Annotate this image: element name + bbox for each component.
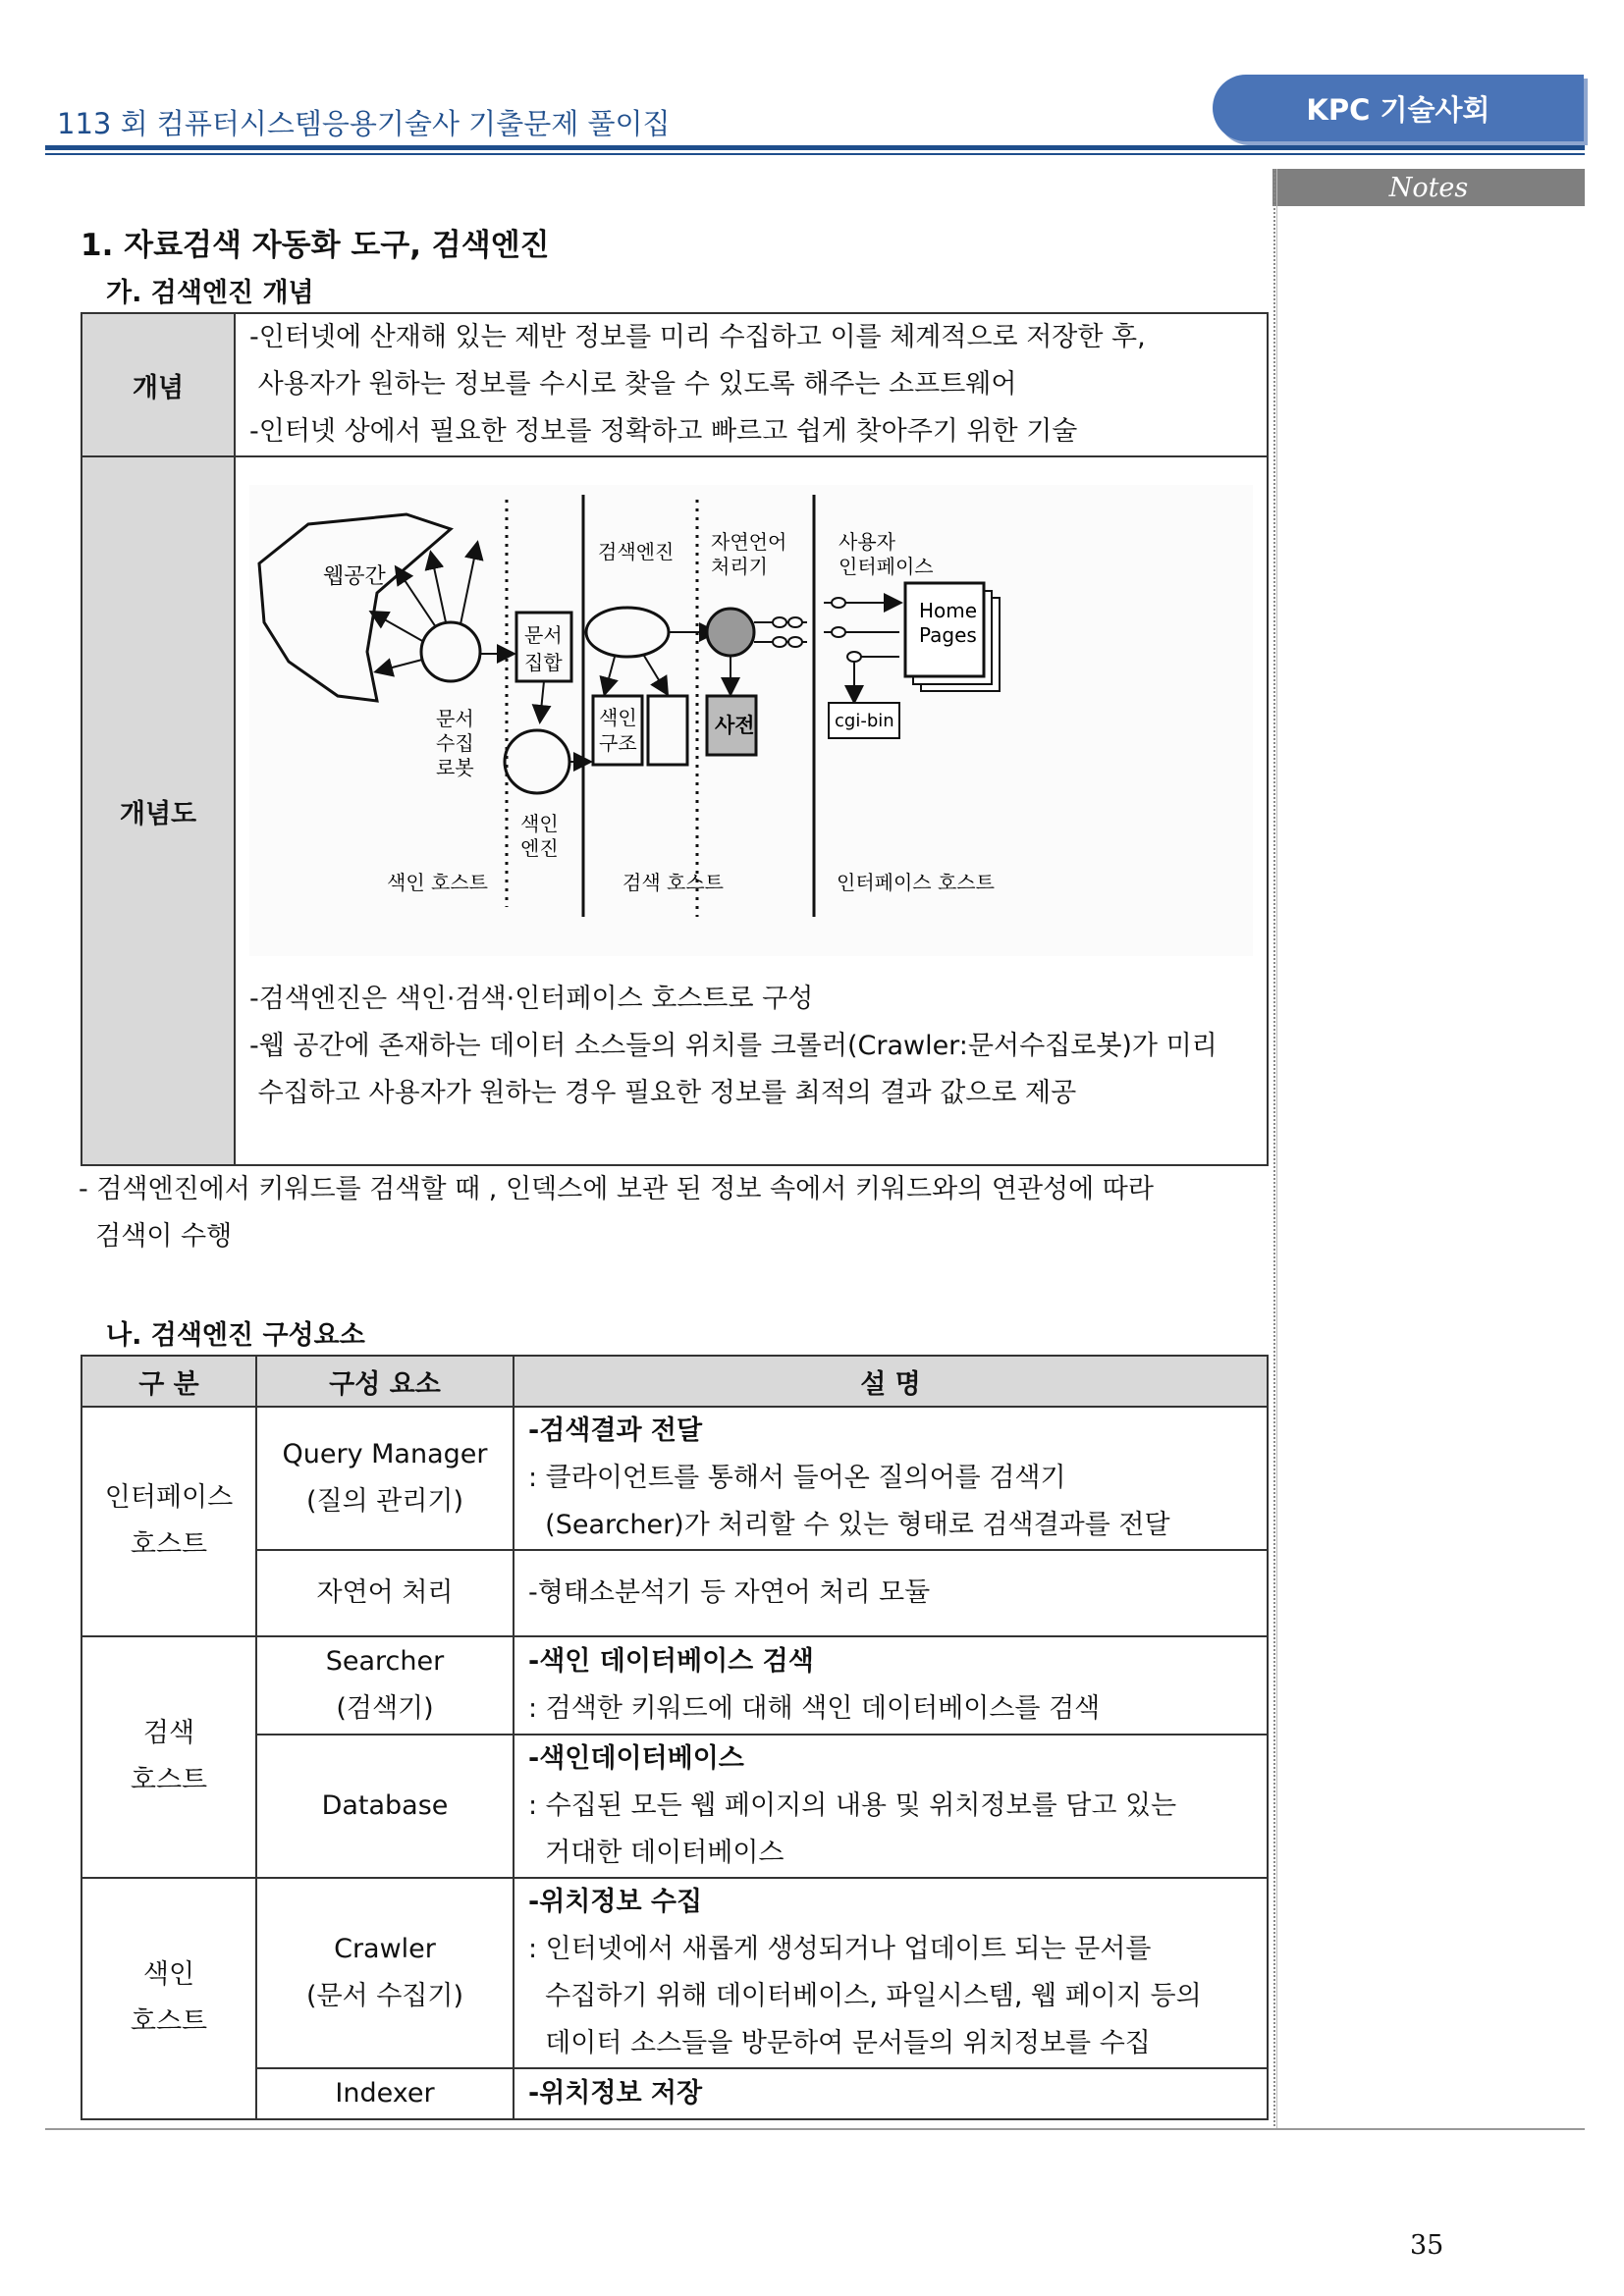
- home-pages-text: Home: [919, 599, 978, 622]
- nlp-circle: [707, 609, 754, 656]
- diagram-cell: [235, 456, 1268, 1165]
- desc-line: : 인터넷에서 새롭게 생성되거나 업데이트 되는 문서를: [528, 1934, 1152, 1964]
- index-engine-text: 색인: [520, 812, 559, 835]
- notes-divider-solid: [1276, 169, 1277, 2130]
- desc-title: -검색결과 전달: [528, 1415, 703, 1446]
- component-name: Crawler: [334, 1934, 436, 1964]
- concept-label: 개념: [81, 313, 235, 456]
- description-cell: [514, 1407, 1268, 1550]
- desc-title: -색인데이터베이스: [528, 1743, 744, 1774]
- description-cell: -형태소분석기 등 자연어 처리 모듈: [514, 1550, 1268, 1636]
- group-text: 인터페이스: [104, 1482, 234, 1513]
- subsection-b-title: 나. 검색엔진 구성요소: [106, 1320, 365, 1351]
- note-line: 검색이 수행: [79, 1221, 233, 1252]
- desc-title: -위치정보 수집: [528, 1887, 703, 1917]
- search-note: [79, 1166, 1257, 1260]
- connector-node: [773, 617, 786, 627]
- host-label: 검색 호스트: [623, 871, 724, 894]
- group-text: 호스트: [130, 1765, 208, 1795]
- desc-line: 데이터 소스들을 방문하여 문서들의 위치정보를 수집: [528, 2028, 1151, 2058]
- concept-line: -인터넷에 산재해 있는 제반 정보를 미리 수집하고 이를 체계적으로 저장한 후,: [249, 322, 1146, 352]
- group-text: 호스트: [130, 1529, 208, 1560]
- connector-node: [788, 617, 802, 627]
- note-line: - 검색엔진에서 키워드를 검색할 때 , 인덱스에 보관 된 정보 속에서 키워드와의 연관성에 따라: [79, 1174, 1154, 1204]
- web-space-text: 웹공간: [323, 564, 386, 589]
- description-cell: [514, 1735, 1268, 1878]
- notes-divider: [1273, 169, 1275, 2130]
- index-engine-text: 엔진: [520, 836, 559, 860]
- header-title: 113 회 컴퓨터시스템응용기술사 기출문제 풀이집: [57, 107, 671, 140]
- concept-line: -인터넷 상에서 필요한 정보를 정확하고 빠르고 쉽게 찾아주기 위한 기술: [249, 416, 1078, 447]
- desc-title: -색인 데이터베이스 검색: [528, 1646, 814, 1677]
- header-rule-thin: [45, 153, 1585, 155]
- diagram-line: -검색엔진은 색인·검색·인터페이스 호스트로 구성: [249, 984, 814, 1014]
- connector-node: [832, 627, 845, 637]
- connector-node: [847, 652, 861, 662]
- notes-label: Notes: [1272, 169, 1585, 206]
- index-structure-text: 구조: [599, 731, 637, 755]
- user-if-text: 사용자: [839, 530, 895, 554]
- group-interface-host: [81, 1407, 256, 1636]
- kpc-badge: KPC 기술사회: [1213, 75, 1584, 141]
- search-engine-diagram: [249, 485, 1253, 956]
- host-label: 색인 호스트: [387, 871, 488, 894]
- group-index-host: [81, 1878, 256, 2119]
- component-name: Searcher: [325, 1646, 445, 1677]
- concept-cell: [235, 313, 1268, 456]
- group-text: 호스트: [130, 2006, 208, 2037]
- desc-line: : 클라이언트를 통해서 들어온 질의어를 검색기: [528, 1463, 1066, 1493]
- header-rule: [45, 145, 1585, 150]
- subsection-a-title: 가. 검색엔진 개념: [106, 278, 314, 308]
- connector-node: [788, 637, 802, 647]
- section-title: 1. 자료검색 자동화 도구, 검색엔진: [81, 228, 550, 263]
- group-text: 검색: [142, 1718, 195, 1748]
- diagram-line: -웹 공간에 존재하는 데이터 소스들의 위치를 크롤러(Crawler:문서수집로봇)가 미리: [249, 1031, 1218, 1061]
- robot-text: 문서: [436, 707, 474, 730]
- connector-node: [773, 637, 786, 647]
- footer-rule: [45, 2128, 1585, 2130]
- group-text: 색인: [142, 1959, 195, 1990]
- index-structure-text: 색인: [599, 706, 637, 729]
- diagram-label: 개념도: [81, 456, 235, 1165]
- component-name: (질의 관리기): [305, 1486, 464, 1517]
- col-header: 구성 요소: [256, 1356, 514, 1407]
- doc-collection-text: 집합: [524, 651, 563, 674]
- host-label: 인터페이스 호스트: [837, 871, 995, 894]
- robot-text: 로봇: [436, 756, 474, 779]
- concept-table: [81, 312, 1269, 1166]
- home-pages-text: Pages: [919, 623, 977, 647]
- cgi-bin-text: cgi-bin: [835, 711, 894, 731]
- component-cell: [256, 1878, 514, 2068]
- description-cell: [514, 1878, 1268, 2068]
- nlp-text: 자연언어: [711, 530, 787, 554]
- group-search-host: [81, 1636, 256, 1878]
- page-number: 35: [1410, 2230, 1444, 2261]
- component-cell: 자연어 처리: [256, 1550, 514, 1636]
- user-if-text: 인터페이스: [839, 555, 934, 578]
- concept-line: 사용자가 원하는 정보를 수시로 찾을 수 있도록 해주는 소프트웨어: [249, 369, 1017, 400]
- col-header: 구 분: [81, 1356, 256, 1407]
- component-name: (문서 수집기): [305, 1981, 464, 2011]
- description-cell: -위치정보 저장: [514, 2068, 1268, 2119]
- robot-text: 수집: [436, 731, 474, 755]
- component-cell: [256, 1636, 514, 1735]
- component-cell: Database: [256, 1735, 514, 1878]
- component-name: (검색기): [336, 1693, 434, 1724]
- desc-line: : 검색한 키워드에 대해 색인 데이터베이스를 검색: [528, 1693, 1101, 1724]
- component-cell: [256, 1407, 514, 1550]
- dictionary-text: 사전: [715, 714, 755, 737]
- col-header: 설 명: [514, 1356, 1268, 1407]
- doc-collection-text: 문서: [524, 623, 563, 647]
- diagram-line: 수집하고 사용자가 원하는 경우 필요한 정보를 최적의 결과 값으로 제공: [249, 1078, 1077, 1108]
- nlp-text: 처리기: [711, 555, 768, 578]
- component-cell: Indexer: [256, 2068, 514, 2119]
- components-table: [81, 1355, 1269, 2120]
- desc-line: (Searcher)가 처리할 수 있는 형태로 검색결과를 전달: [528, 1510, 1170, 1540]
- desc-line: : 수집된 모든 웹 페이지의 내용 및 위치정보를 담고 있는: [528, 1790, 1177, 1821]
- desc-line: 수집하기 위해 데이터베이스, 파일시스템, 웹 페이지 등의: [528, 1981, 1202, 2011]
- description-cell: [514, 1636, 1268, 1735]
- component-name: Query Manager: [282, 1439, 488, 1469]
- connector-node: [832, 598, 845, 608]
- search-engine-text: 검색엔진: [598, 540, 675, 563]
- desc-line: 거대한 데이터베이스: [528, 1838, 785, 1868]
